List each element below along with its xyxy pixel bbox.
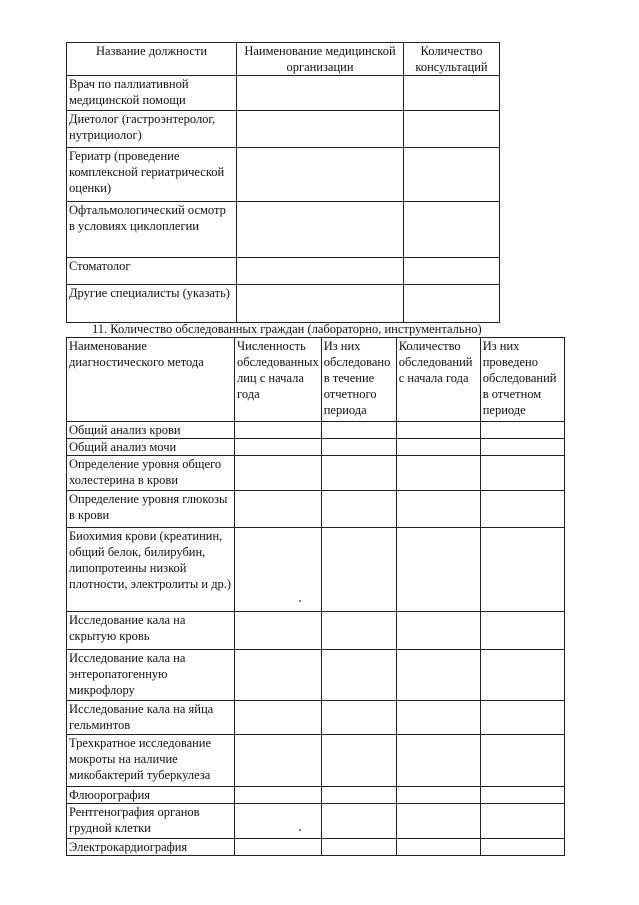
value-cell[interactable] [235,422,322,439]
table-row [67,148,500,202]
organization-cell[interactable] [237,76,404,111]
organization-cell[interactable] [237,285,404,323]
value-cell[interactable] [235,491,322,528]
table-row [67,491,565,528]
specialist-consultations-table [66,42,500,323]
value-cell[interactable] [321,422,396,439]
value-cell[interactable] [321,612,396,650]
value-cell[interactable] [396,839,480,856]
position-name-cell: Гериатр (проведение комплексной гериатрической оценки) [67,148,237,202]
position-name-cell: Стоматолог [67,258,237,285]
table-row [67,701,565,735]
value-cell[interactable] [480,804,564,839]
header-position-name: Название должности [67,43,237,76]
value-cell[interactable] [480,456,564,491]
value-cell[interactable] [321,804,396,839]
value-cell[interactable] [235,787,322,804]
value-cell[interactable] [396,650,480,701]
organization-cell[interactable] [237,148,404,202]
value-cell[interactable] [396,439,480,456]
consultations-count-cell[interactable] [404,258,500,285]
scan-speck [299,829,301,831]
value-cell[interactable] [480,650,564,701]
header-consultations-count: Количество консультаций [404,43,500,76]
method-name-cell: Электрокардиография [67,839,235,856]
table-row [67,528,565,612]
value-cell[interactable] [321,439,396,456]
method-name-cell: Биохимия крови (креатинин, общий белок, билирубин, липопротеины низкой плотности, электролиты и др.) [67,528,235,612]
value-cell[interactable] [480,439,564,456]
header-examinations-since-year-start: Количество обследований с начала года [396,338,480,422]
value-cell[interactable] [321,701,396,735]
value-cell[interactable] [321,528,396,612]
diagnostic-methods-table [66,337,565,856]
consultations-count-cell[interactable] [404,148,500,202]
method-name-cell: Исследование кала на энтеропатогенную микрофлору [67,650,235,701]
value-cell[interactable] [235,456,322,491]
consultations-count-cell[interactable] [404,76,500,111]
position-name-cell: Врач по паллиативной медицинской помощи [67,76,237,111]
position-name-cell: Диетолог (гастроэнтеролог, нутрициолог) [67,111,237,148]
organization-cell[interactable] [237,258,404,285]
value-cell[interactable] [480,735,564,787]
table-row [67,422,565,439]
table-row [67,111,500,148]
organization-cell[interactable] [237,202,404,258]
value-cell[interactable] [480,701,564,735]
header-examinations-in-period: Из них проведено обследований в отчетном периоде [480,338,564,422]
table-header-row [67,43,500,76]
value-cell[interactable] [396,735,480,787]
value-cell[interactable] [396,422,480,439]
consultations-count-cell[interactable] [404,285,500,323]
value-cell[interactable] [396,787,480,804]
value-cell[interactable] [396,701,480,735]
section-11-title: 11. Количество обследованных граждан (лабораторно, инструментально) [92,322,482,336]
value-cell[interactable] [235,701,322,735]
value-cell[interactable] [480,422,564,439]
value-cell[interactable] [480,528,564,612]
header-diagnostic-method: Наименование диагностического метода [67,338,235,422]
value-cell[interactable] [396,528,480,612]
value-cell[interactable] [235,839,322,856]
value-cell[interactable] [396,491,480,528]
value-cell[interactable] [321,735,396,787]
value-cell[interactable] [396,456,480,491]
table-row [67,839,565,856]
table-row [67,258,500,285]
value-cell[interactable] [321,650,396,701]
method-name-cell: Исследование кала на скрытую кровь [67,612,235,650]
method-name-cell: Определение уровня глюкозы в крови [67,491,235,528]
method-name-cell: Общий анализ мочи [67,439,235,456]
position-name-cell: Другие специалисты (указать) [67,285,237,323]
table-row [67,804,565,839]
value-cell[interactable] [235,735,322,787]
value-cell[interactable] [396,804,480,839]
table-row [67,76,500,111]
value-cell[interactable] [321,491,396,528]
value-cell[interactable] [480,612,564,650]
method-name-cell: Рентгенография органов грудной клетки [67,804,235,839]
header-medical-organization: Наименование медицинской организации [237,43,404,76]
value-cell[interactable] [235,612,322,650]
consultations-count-cell[interactable] [404,202,500,258]
value-cell[interactable] [235,650,322,701]
table-row [67,735,565,787]
header-examined-since-year-start: Численность обследованных лиц с начала года [235,338,322,422]
value-cell[interactable] [321,839,396,856]
value-cell[interactable] [480,839,564,856]
method-name-cell: Трехкратное исследование мокроты на наличие микобактерий туберкулеза [67,735,235,787]
table-row [67,612,565,650]
value-cell[interactable] [396,612,480,650]
method-name-cell: Определение уровня общего холестерина в крови [67,456,235,491]
table-row [67,650,565,701]
consultations-count-cell[interactable] [404,111,500,148]
value-cell[interactable] [235,528,322,612]
value-cell[interactable] [321,456,396,491]
scan-speck [299,600,301,602]
table-row [67,456,565,491]
organization-cell[interactable] [237,111,404,148]
table-row [67,285,500,323]
method-name-cell: Флюорография [67,787,235,804]
position-name-cell: Офтальмологический осмотр в условиях циклоплегии [67,202,237,258]
value-cell[interactable] [235,439,322,456]
method-name-cell: Исследование кала на яйца гельминтов [67,701,235,735]
value-cell[interactable] [235,804,322,839]
table-row [67,787,565,804]
value-cell[interactable] [480,787,564,804]
method-name-cell: Общий анализ крови [67,422,235,439]
table-row [67,202,500,258]
header-examined-in-period: Из них обследовано в течение отчетного периода [321,338,396,422]
table-row [67,439,565,456]
value-cell[interactable] [321,787,396,804]
table-header-row [67,338,565,422]
value-cell[interactable] [480,491,564,528]
